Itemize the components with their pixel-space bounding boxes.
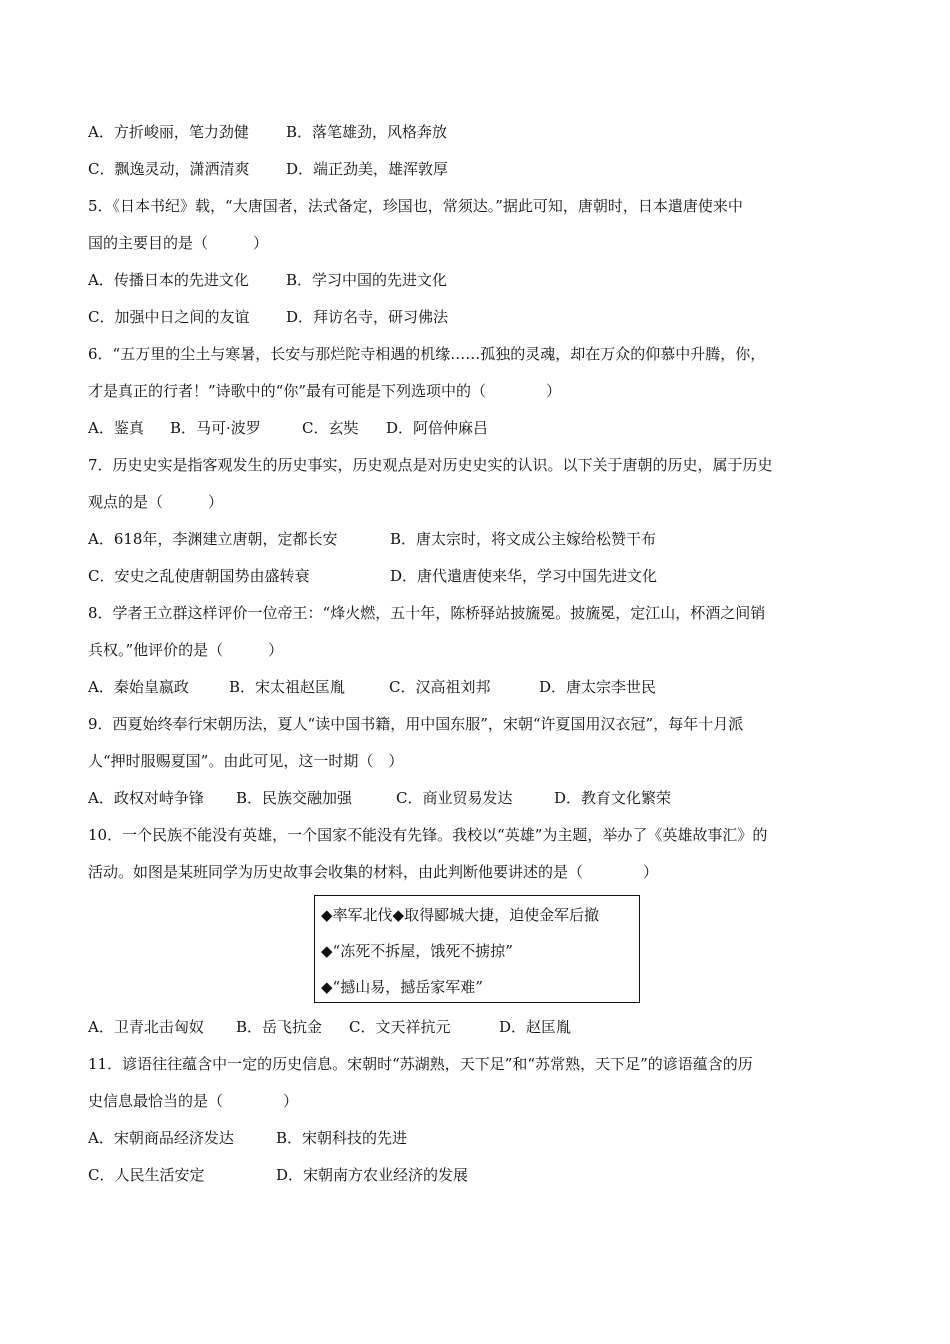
q4-options-row-2 — [88, 151, 868, 188]
q9-option-c: C．商业贸易发达 — [396, 789, 513, 807]
q5-stem-line-1: 5．《日本书纪》载，“大唐国者，法式备定，珍国也，常须达。”据此可知，唐朝时，日本遣唐使来中 — [88, 197, 743, 215]
q7-option-d: D．唐代遣唐使来华，学习中国先进文化 — [390, 567, 658, 585]
q4-option-c: C．飘逸灵动，潇洒清爽 — [88, 160, 250, 178]
q7-option-b: B．唐太宗时，将文成公主嫁给松赞干布 — [390, 530, 657, 548]
q5-options-row-1 — [88, 262, 868, 299]
q6-option-b: B．马可·波罗 — [170, 419, 261, 437]
q4-option-b: B．落笔雄劲，风格奔放 — [286, 123, 448, 141]
q7-option-a: A．618年，李渊建立唐朝，定都长安 — [88, 530, 338, 548]
q9-stem-line-1: 9．西夏始终奉行宋朝历法，夏人“读中国书籍，用中国东服”，宋朝“许夏国用汉衣冠”，每年十月派 — [88, 715, 744, 733]
q10-options-row — [88, 1009, 868, 1046]
q6-option-c: C．玄奘 — [302, 419, 359, 437]
q7-stem-line-1: 7．历史史实是指客观发生的历史事实，历史观点是对历史史实的认识。以下关于唐朝的历史，属于历史 — [88, 456, 773, 474]
q5-options-row-2 — [88, 299, 868, 336]
q11-option-a: A．宋朝商品经济发达 — [88, 1129, 234, 1147]
q8-option-b: B．宋太祖赵匡胤 — [229, 678, 346, 696]
q4-option-a: A．方折峻丽，笔力劲健 — [88, 123, 249, 141]
q10-material-box — [314, 895, 640, 1003]
q6-stem-line-2: 才是真正的行者！”诗歌中的“你”最有可能是下列选项中的（ ） — [88, 382, 562, 400]
q9-options-row — [88, 780, 868, 817]
q6-option-d: D．阿倍仲麻吕 — [386, 419, 489, 437]
q10-material-line-2: ◆“冻死不拆屋，饿死不掳掠” — [321, 942, 513, 960]
q5-option-c: C．加强中日之间的友谊 — [88, 308, 250, 326]
q8-stem-line-2: 兵权。”他评价的是（ ） — [88, 641, 284, 659]
q7-options-row-2 — [88, 558, 868, 595]
q6-options-row — [88, 410, 868, 447]
q5-option-a: A．传播日本的先进文化 — [88, 271, 249, 289]
q10-stem-line-1: 10．一个民族不能没有英雄，一个国家不能没有先锋。我校以“英雄”为主题，举办了《英雄故事汇》的 — [88, 826, 768, 844]
q7-option-c: C．安史之乱使唐朝国势由盛转衰 — [88, 567, 310, 585]
q10-option-a: A．卫青北击匈奴 — [88, 1018, 204, 1036]
q10-material-area — [88, 891, 868, 1009]
q8-option-a: A．秦始皇嬴政 — [88, 678, 189, 696]
exam-page — [88, 114, 868, 1194]
q11-option-b: B．宋朝科技的先进 — [276, 1129, 408, 1147]
q11-stem-line-1: 11．谚语往往蕴含中一定的历史信息。宋朝时“苏湖熟，天下足”和“苏常熟，天下足”的谚语蕴含的历 — [88, 1055, 753, 1073]
q6-option-a: A．鉴真 — [88, 419, 144, 437]
q10-stem-line-2: 活动。如图是某班同学为历史故事会收集的材料，由此判断他要讲述的是（ ） — [88, 863, 659, 881]
q7-options-row-1 — [88, 521, 868, 558]
q9-option-b: B．民族交融加强 — [236, 789, 353, 807]
q4-option-d: D．端正劲美，雄浑敦厚 — [286, 160, 449, 178]
q11-options-row-2 — [88, 1157, 868, 1194]
q9-option-a: A．政权对峙争锋 — [88, 789, 204, 807]
q8-stem-line-1: 8．学者王立群这样评价一位帝王：“烽火燃，五十年，陈桥驿站披旒冕。披旒冕，定江山，杯酒之间销 — [88, 604, 766, 622]
q5-option-b: B．学习中国的先进文化 — [286, 271, 448, 289]
q11-options-row-1 — [88, 1120, 868, 1157]
q10-option-b: B．岳飞抗金 — [236, 1018, 323, 1036]
q9-stem-line-2: 人“押时服赐夏国”。由此可见，这一时期（ ） — [88, 752, 404, 770]
q7-stem-line-2: 观点的是（ ） — [88, 493, 224, 511]
q8-option-d: D．唐太宗李世民 — [539, 678, 657, 696]
q8-options-row — [88, 669, 868, 706]
q11-option-d: D．宋朝南方农业经济的发展 — [276, 1166, 469, 1184]
q10-option-d: D．赵匡胤 — [499, 1018, 572, 1036]
q10-material-line-1: ◆率军北伐◆取得郾城大捷，迫使金军后撤 — [321, 906, 600, 924]
q6-stem-line-1: 6．“五万里的尘土与寒暑，长安与那烂陀寺相遇的机缘……孤独的灵魂，却在万众的仰慕中升腾，你， — [88, 345, 766, 363]
q8-option-c: C．汉高祖刘邦 — [389, 678, 491, 696]
q10-material-line-3: ◆“撼山易，撼岳家军难” — [321, 978, 483, 996]
q5-stem-line-2: 国的主要目的是（ ） — [88, 234, 269, 252]
q9-option-d: D．教育文化繁荣 — [554, 789, 672, 807]
q5-option-d: D．拜访名寺，研习佛法 — [286, 308, 449, 326]
q4-options-row-1 — [88, 114, 868, 151]
q11-stem-line-2: 史信息最恰当的是（ ） — [88, 1092, 299, 1110]
q10-option-c: C．文天祥抗元 — [349, 1018, 451, 1036]
q11-option-c: C．人民生活安定 — [88, 1166, 205, 1184]
